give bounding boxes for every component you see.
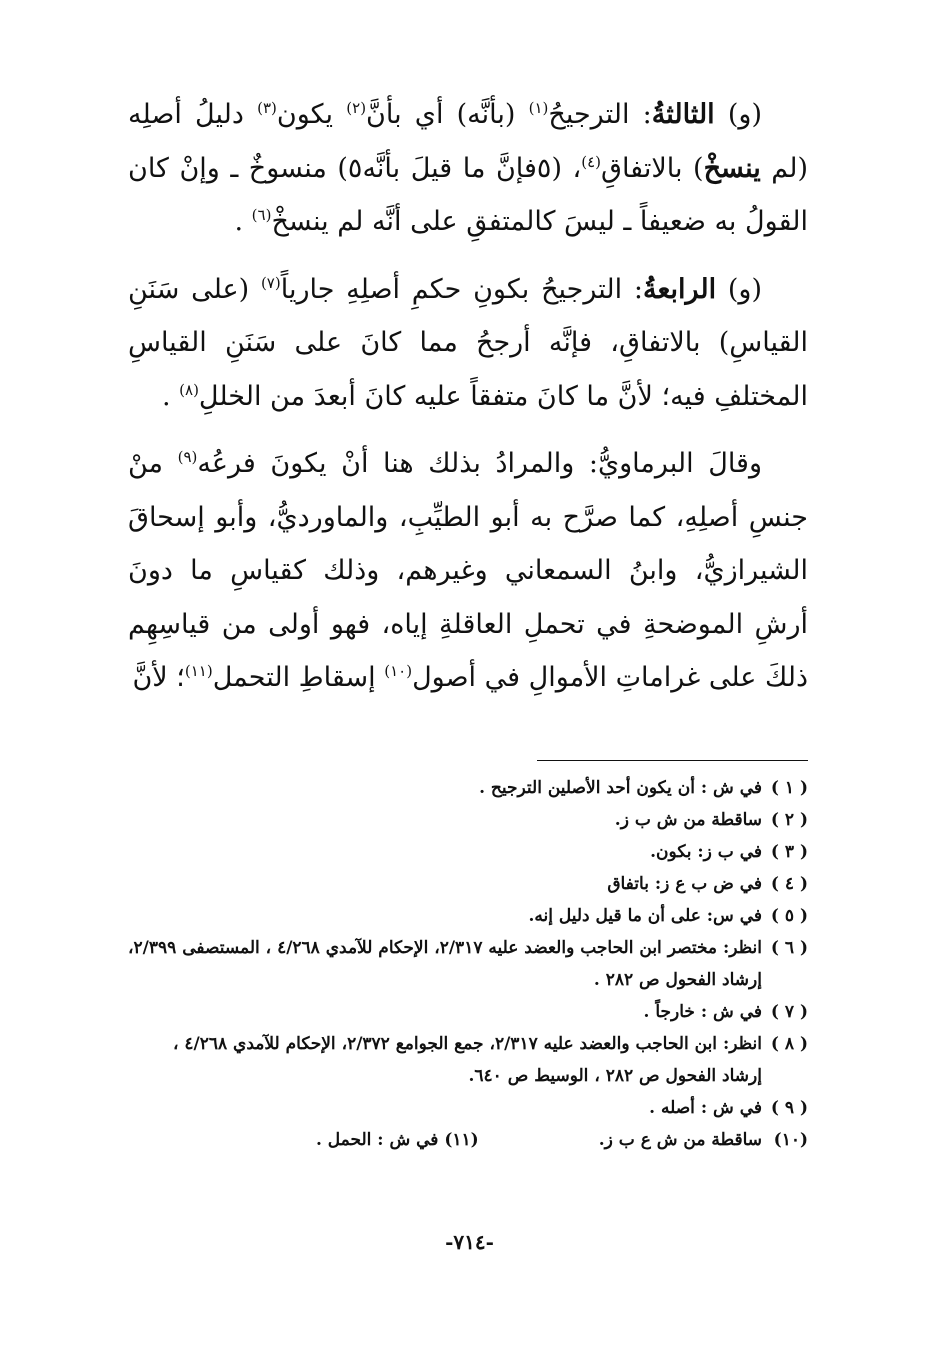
text-run: منْ جنسِ أصلِهِ، كما صرَّح به أبو الطيِّبِ، والماورديُّ، وأبو إسحاقَ الشيرازيُّ، وابنُ السمعاني وغيرهم، وذلك كقياسِ ما دونَ أرشِ الموضحةِ في تحملِ العاقلةِ إياه، فهو أولى من قياسِهِم ذلكَ على غراماتِ الأموالِ في أصول — [128, 448, 808, 693]
footnote-text-extra: (١١) في ش : الحمل . — [315, 1130, 479, 1150]
text-run: : الترجيحُ بكونِ حكمِ أصلِهِ جارياً — [280, 273, 643, 305]
footnote-ref: (١٠) — [384, 662, 413, 680]
text-run: : الترجيحُ — [548, 99, 652, 130]
text-run: ) بالاتفاقِ — [601, 152, 704, 184]
footnote-text: في س: على أن ما قيل دليل إنه. — [528, 906, 762, 926]
text-run: ، (٥فإنَّ ما قيلَ بأنَّه٥) منسوخٌ ـ وإنْ كان القولُ به ضعيفاً ـ ليسَ كالمتفقِ على أنَّه لم ينسخْ — [128, 152, 808, 237]
footnote-ref: (٩) — [177, 448, 198, 466]
footnote-item — [128, 772, 808, 804]
footnote-item — [128, 932, 808, 996]
footnote-item — [128, 1028, 808, 1092]
paragraph-third-criterion — [128, 88, 808, 249]
footnote-item — [128, 868, 808, 900]
text-run: . — [234, 206, 252, 237]
footnote-ref: (٦) — [251, 206, 272, 224]
footnote-ref: (١١) — [184, 662, 213, 680]
footnote-number: ( ٥ ) — [770, 906, 808, 926]
text-run: (بأنَّه) أي بأنَّ — [366, 99, 529, 130]
page-number: -٧١٤- — [445, 1230, 494, 1254]
footnote-number: ( ٩ ) — [770, 1098, 808, 1118]
text-run: وقالَ البرماويُّ: والمرادُ بذلك هنا أنْ يكونَ فرعُه — [197, 448, 762, 479]
text-run: ؛ لأنَّ — [132, 662, 185, 693]
footnote-number: ( ١ ) — [770, 778, 808, 798]
text-run: إسقاطِ التحمل — [212, 662, 385, 693]
text-run: دليلُ أصلِه (لم — [128, 99, 809, 184]
text-run: يكون — [276, 99, 347, 130]
footnote-ref: (٤) — [581, 152, 601, 171]
footnote-text: ساقطة من ش ب ز. — [614, 810, 762, 830]
footnote-ref: (٢) — [346, 99, 367, 117]
footnote-number: ( ٨ ) — [770, 1034, 808, 1054]
footnote-text: انظر: ابن الحاجب والعضد عليه ٢/٣١٧، جمع الجوامع ٢/٣٧٢، الإحكام للآمدي ٤/٢٦٨ ، إرشاد الفحول ص ٢٨٢ ، الوسيط ص ٦٤٠. — [173, 1034, 762, 1086]
footnote-text: في ب ز: بكون. — [650, 842, 762, 862]
footnote-item — [128, 996, 808, 1028]
footnote-ref: (٨) — [179, 380, 199, 399]
footnotes — [128, 772, 808, 1156]
footnote-text: في ش : أن يكون أحد الأصلين الترجيح . — [479, 778, 762, 798]
footnote-number: (١٠) — [773, 1130, 808, 1150]
footnote-item — [128, 1092, 808, 1124]
heading-term: الرابعةُ — [642, 273, 717, 305]
footnote-item — [128, 900, 808, 932]
footnote-number: ( ٣ ) — [770, 842, 808, 862]
footnote-number: ( ٤ ) — [770, 874, 808, 894]
footnote-text: انظر: مختصر ابن الحاجب والعضد عليه ٢/٣١٧، الإحكام للآمدي ٤/٢٦٨ ، المستصفى ٢/٣٩٩، إرشاد الفحول ص ٢٨٢ . — [128, 938, 762, 990]
main-text — [128, 88, 808, 719]
footnote-item — [128, 804, 808, 836]
footnote-item — [128, 836, 808, 868]
text-run: . — [161, 380, 180, 412]
text-run: (و) — [714, 99, 762, 130]
heading-term: الثالثةُ — [651, 99, 715, 130]
footnote-ref: (٣) — [257, 99, 277, 117]
footnote-text: في ض ب ع ز: باتفاق — [607, 874, 762, 894]
footnote-number: ( ٦ ) — [770, 938, 808, 958]
footnote-text: في ش : خارجاً . — [643, 1002, 762, 1022]
text-run: (على سَنَنِ القياسِ) بالاتفاقِ، فإنَّه أرجحُ مما كانَ على سَنَنِ القياسِ المختلفِ فيه؛ لأنَّ ما كانَ متفقاً عليه كانَ أبعدَ من الخللِ — [128, 273, 808, 412]
footnote-item — [128, 1124, 808, 1156]
footnote-ref: (٧) — [260, 273, 281, 292]
paragraph-barmawi — [128, 437, 808, 705]
footnote-ref: (١) — [528, 99, 549, 117]
footnote-text: في ش : أصله . — [649, 1098, 762, 1118]
footnote-text — [128, 1124, 762, 1156]
paragraph-fourth-criterion — [128, 263, 808, 424]
footnote-number: ( ٢ ) — [770, 810, 808, 830]
footnote-number: ( ٧ ) — [770, 1002, 808, 1022]
footnote-divider — [537, 760, 808, 761]
text-run: (و) — [716, 273, 762, 305]
bold-term: ينسخْ — [703, 152, 761, 184]
footnote-text-part: ساقطة من ش ع ب ز. — [598, 1130, 762, 1150]
